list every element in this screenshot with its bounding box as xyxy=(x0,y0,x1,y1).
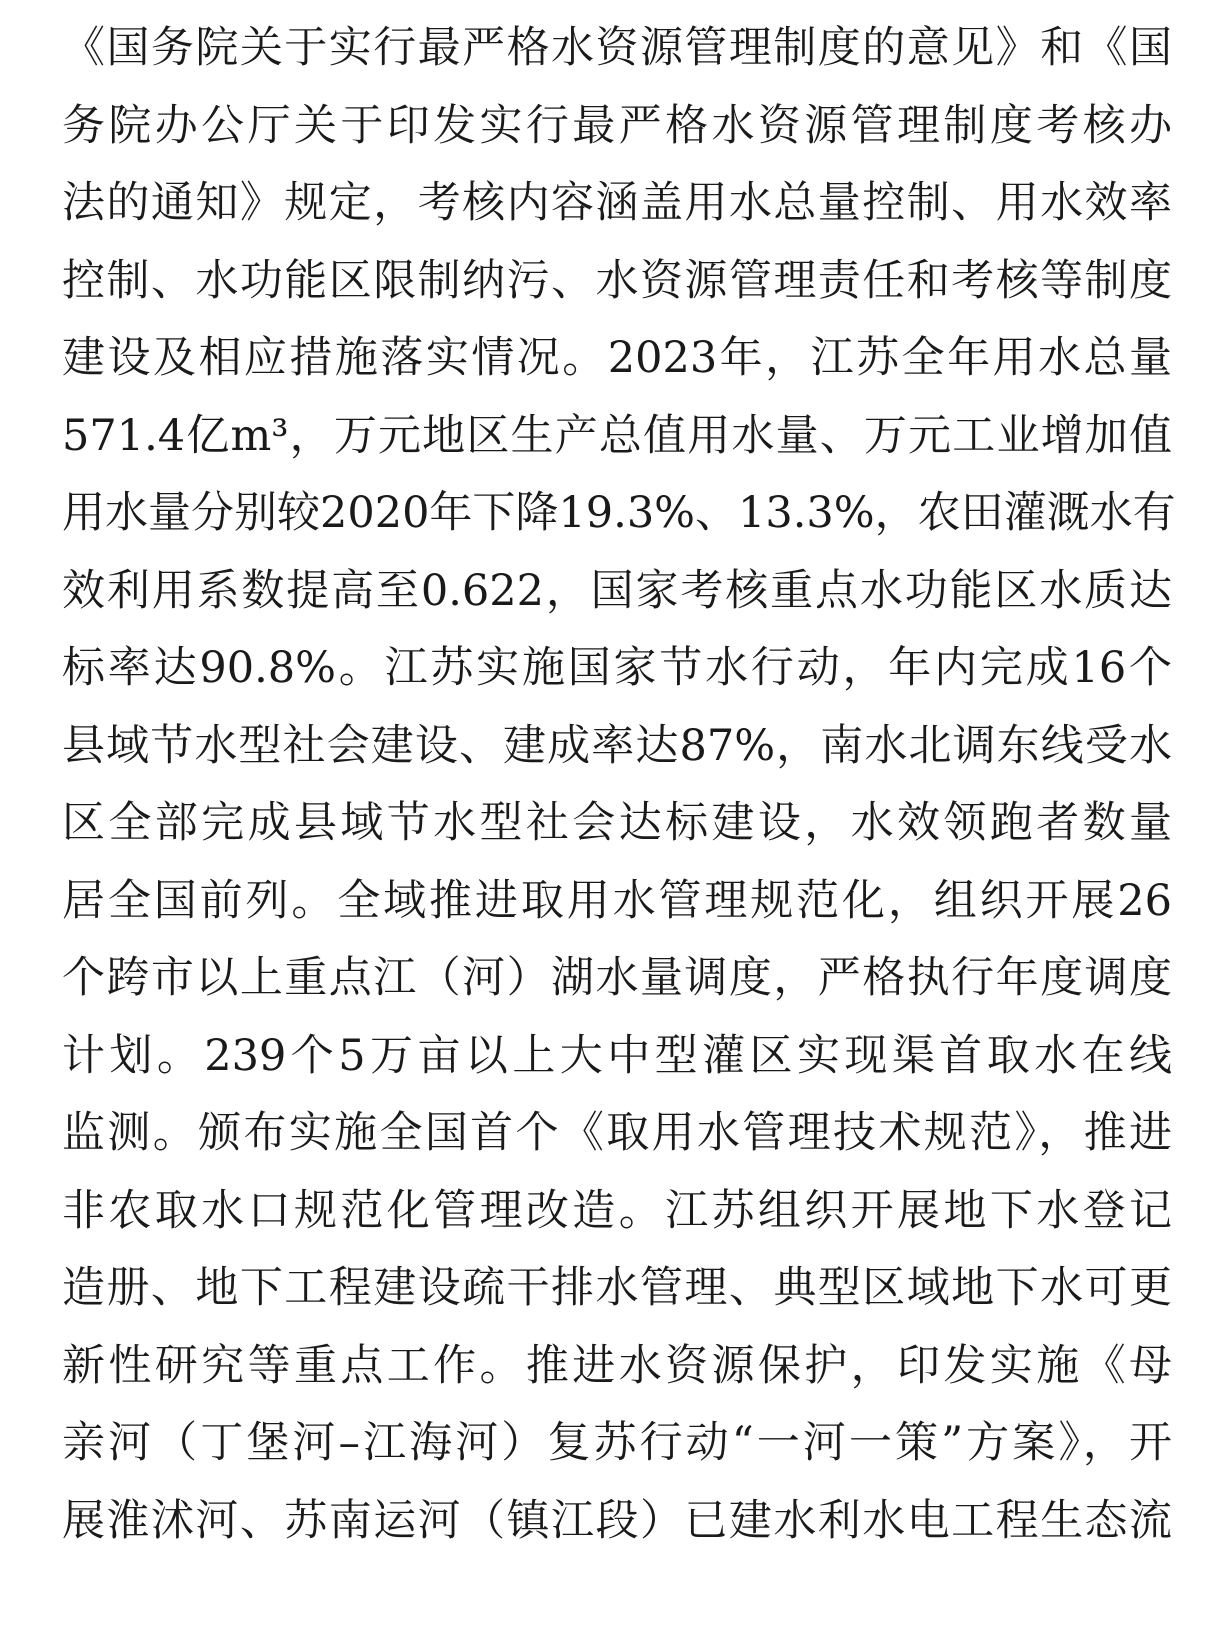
text-line: 新性研究等重点工作。推进水资源保护，印发实施《母 xyxy=(62,1340,1172,1391)
text-line: 建设及相应措施落实情况。2023年，江苏全年用水总量 xyxy=(62,333,1172,383)
text-line: 区全部完成县域节水型社会达标建设，水效领跑者数量 xyxy=(62,798,1172,848)
text-line: 展淮沭河、苏南运河（镇江段）已建水利水电工程生态流 xyxy=(62,1495,1172,1546)
text-line: 亲河（丁堡河–江海河）复苏行动“一河一策”方案》，开 xyxy=(62,1418,1172,1468)
text-line: 用水量分别较2020年下降19.3%、13.3%，农田灌溉水有 xyxy=(62,488,1176,538)
text-line: 《国务院关于实行最严格水资源管理制度的意见》和《国 xyxy=(62,23,1172,73)
body-paragraph xyxy=(62,10,1176,1560)
text-line: 标率达90.8%。江苏实施国家节水行动，年内完成16个 xyxy=(62,643,1172,693)
text-line: 控制、水功能区限制纳污、水资源管理责任和考核等制度 xyxy=(62,255,1172,306)
text-line: 造册、地下工程建设疏干排水管理、典型区域地下水可更 xyxy=(62,1263,1172,1313)
text-line: 个跨市以上重点江（河）湖水量调度，严格执行年度调度 xyxy=(62,953,1172,1003)
text-line: 571.4亿m³，万元地区生产总值用水量、万元工业增加值 xyxy=(62,410,1172,461)
text-line: 县域节水型社会建设、建成率达87%，南水北调东线受水 xyxy=(62,720,1172,771)
text-line: 务院办公厅关于印发实行最严格水资源管理制度考核办 xyxy=(62,100,1172,151)
text-line: 计划。239个5万亩以上大中型灌区实现渠首取水在线 xyxy=(62,1030,1172,1081)
text-line: 效利用系数提高至0.622，国家考核重点水功能区水质达 xyxy=(62,565,1172,616)
text-line: 监测。颁布实施全国首个《取用水管理技术规范》，推进 xyxy=(62,1108,1172,1158)
text-line: 法的通知》规定，考核内容涵盖用水总量控制、用水效率 xyxy=(62,178,1172,228)
text-line: 非农取水口规范化管理改造。江苏组织开展地下水登记 xyxy=(62,1185,1172,1236)
text-line: 居全国前列。全域推进取用水管理规范化，组织开展26 xyxy=(62,875,1172,926)
